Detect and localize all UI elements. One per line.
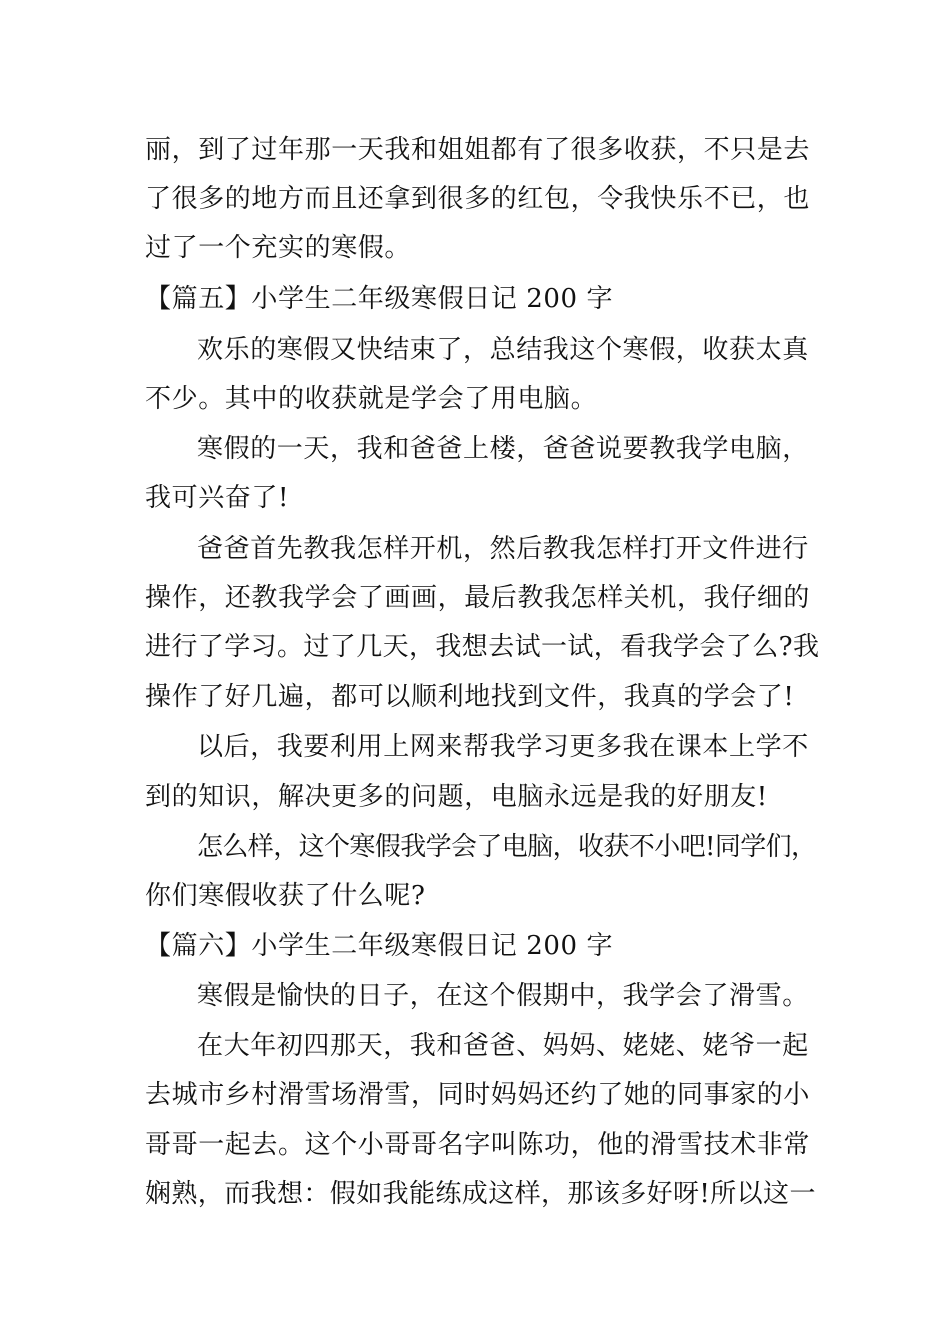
paragraph-first-line: 寒假是愉快的日子，在这个假期中，我学会了滑雪。 (197, 981, 809, 1011)
text-line: 了很多的地方而且还拿到很多的红包，令我快乐不已，也 (145, 184, 811, 214)
text-line: 操作了好几遍，都可以顺利地找到文件，我真的学会了! (145, 682, 795, 712)
text-line: 你们寒假收获了什么呢? (145, 881, 426, 911)
text-line: 过了一个充实的寒假。 (145, 233, 412, 263)
text-line: 进行了学习。过了几天，我想去试一试，看我学会了么?我 (145, 632, 820, 662)
text-line: 操作，还教我学会了画画，最后教我怎样关机，我仔细的 (145, 583, 811, 613)
section-heading: 【篇六】小学生二年级寒假日记 200 字 (145, 931, 614, 961)
section-heading: 【篇五】小学生二年级寒假日记 200 字 (145, 284, 614, 314)
paragraph-first-line: 欢乐的寒假又快结束了，总结我这个寒假，收获太真 (197, 335, 809, 365)
text-line: 娴熟，而我想：假如我能练成这样，那该多好呀!所以这一 (145, 1179, 816, 1209)
text-line: 我可兴奋了! (145, 483, 290, 513)
paragraph-first-line: 爸爸首先教我怎样开机，然后教我怎样打开文件进行 (197, 534, 809, 564)
paragraph-first-line: 以后，我要利用上网来帮我学习更多我在课本上学不 (197, 732, 809, 762)
text-line: 不少。其中的收获就是学会了用电脑。 (145, 384, 598, 414)
paragraph-first-line: 寒假的一天，我和爸爸上楼，爸爸说要教我学电脑， (197, 434, 809, 464)
paragraph-first-line: 在大年初四那天，我和爸爸、妈妈、姥姥、姥爷一起 (197, 1031, 809, 1061)
text-line: 哥哥一起去。这个小哥哥名字叫陈功，他的滑雪技术非常 (145, 1130, 811, 1160)
text-line: 去城市乡村滑雪场滑雪，同时妈妈还约了她的同事家的小 (145, 1080, 811, 1110)
text-line: 到的知识，解决更多的问题，电脑永远是我的好朋友! (145, 782, 768, 812)
text-line: 丽，到了过年那一天我和姐姐都有了很多收获，不只是去 (145, 135, 811, 165)
paragraph-first-line: 怎么样，这个寒假我学会了电脑，收获不小吧!同学们， (197, 832, 817, 862)
